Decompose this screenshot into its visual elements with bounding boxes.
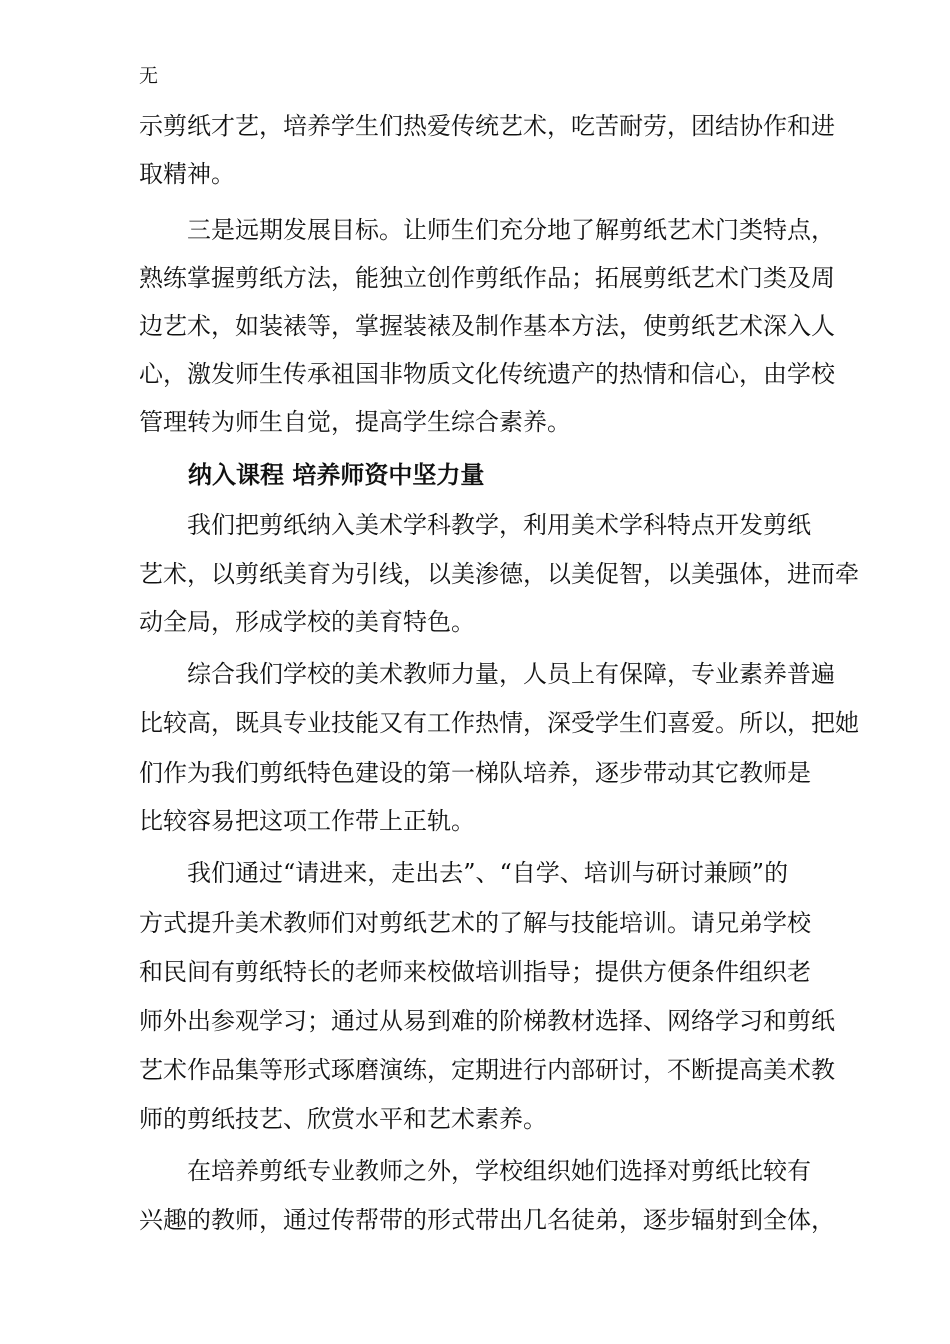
text-line: 管理转为师生自觉，提高学生综合素养。 xyxy=(139,408,571,436)
section-heading: 纳入课程 培养师资中坚力量 xyxy=(188,461,485,489)
text-line: 边艺术，如装裱等，掌握装裱及制作基本方法，使剪纸艺术深入人 xyxy=(139,312,835,340)
text-line: 和民间有剪纸特长的老师来校做培训指导；提供方便条件组织老 xyxy=(139,958,811,986)
text-line: 们作为我们剪纸特色建设的第一梯队培养，逐步带动其它教师是 xyxy=(139,759,811,787)
text-line: 我们把剪纸纳入美术学科教学，利用美术学科特点开发剪纸 xyxy=(139,511,811,539)
text-line: 三是远期发展目标。让师生们充分地了解剪纸艺术门类特点， xyxy=(139,216,835,244)
text-line: 动全局，形成学校的美育特色。 xyxy=(139,608,475,636)
text-line: 艺术，以剪纸美育为引线，以美渗德，以美促智，以美强体，进而牵 xyxy=(139,560,859,588)
text-line: 方式提升美术教师们对剪纸艺术的了解与技能培训。请兄弟学校 xyxy=(139,909,811,937)
text-line: 师的剪纸技艺、欣赏水平和艺术素养。 xyxy=(139,1105,547,1133)
text-line: 我们通过“请进来，走出去”、“自学、培训与研讨兼顾”的 xyxy=(139,859,789,887)
text-line: 示剪纸才艺，培养学生们热爱传统艺术，吃苦耐劳，团结协作和进 xyxy=(139,112,835,140)
text-line: 在培养剪纸专业教师之外，学校组织她们选择对剪纸比较有 xyxy=(139,1157,811,1185)
text-line: 师外出参观学习；通过从易到难的阶梯教材选择、网络学习和剪纸 xyxy=(139,1007,835,1035)
text-line: 艺术作品集等形式琢磨演练，定期进行内部研讨，不断提高美术教 xyxy=(139,1056,835,1084)
text-line: 比较高，既具专业技能又有工作热情，深受学生们喜爱。所以，把她 xyxy=(139,709,859,737)
text-line: 兴趣的教师，通过传帮带的形式带出几名徒弟，逐步辐射到全体， xyxy=(139,1206,835,1234)
page-header-mark: 无 xyxy=(139,65,159,87)
text-line: 心，激发师生传承祖国非物质文化传统遗产的热情和信心，由学校 xyxy=(139,360,835,388)
text-line: 取精神。 xyxy=(139,160,235,188)
text-line: 比较容易把这项工作带上正轨。 xyxy=(139,807,475,835)
text-line: 熟练掌握剪纸方法，能独立创作剪纸作品；拓展剪纸艺术门类及周 xyxy=(139,264,835,292)
text-line: 综合我们学校的美术教师力量，人员上有保障，专业素养普遍 xyxy=(139,660,835,688)
